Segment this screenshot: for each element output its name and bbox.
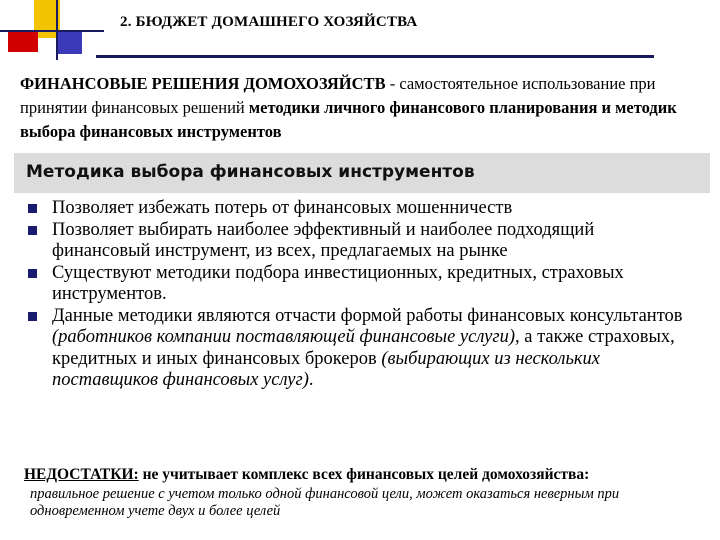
bullet-text: Данные методики являются отчасти формой работы финансовых консультантов [52,305,683,326]
square-bullet-icon [28,312,37,321]
logo [0,0,110,60]
square-bullet-icon [28,204,37,213]
intro-dash: - [385,74,400,93]
bullet-list [24,198,694,392]
bullet-italic-text: (работников компании поставляющей финансовые услуги) [52,327,515,347]
list-item [24,220,694,263]
bullet-text: . [308,370,314,390]
bullet-text: Позволяет выбирать наиболее эффективный и наиболее подходящий финансовый инструмент, из всех, предлагаемых на рынке [52,219,595,261]
drawbacks-note: правильное решение с учетом только одной финансовой цели, может оказаться неверным при одновременном учете двух и более целей [30,486,620,519]
title-underline [96,55,654,58]
bullet-text: , а также страховых, кредитных и иных финансовых брокеров [52,327,675,369]
list-item [24,263,694,306]
drawbacks-heading: НЕДОСТАТКИ: [24,466,139,483]
square-bullet-icon [28,226,37,235]
drawbacks-text: не учитывает комплекс всех финансовых целей домохозяйства: [138,466,590,483]
drawbacks-line [24,465,714,485]
bullet-italic-text: (выбирающих из нескольких поставщиков финансовых услуг) [52,348,601,390]
bullet-text: Существуют методики подбора инвестиционных, кредитных, страховых инструментов. [52,262,624,304]
square-bullet-icon [28,269,37,278]
list-item [24,198,694,220]
logo-horizontal-line [0,30,104,32]
intro-bold-text: методики личного финансового планирования и методик выбора финансовых инструментов [20,98,677,141]
intro-paragraph [20,72,710,144]
logo-red-square [8,30,38,52]
intro-plain-text: самостоятельное использование при принятии финансовых решений [20,74,656,117]
list-item [24,306,694,392]
page-title: 2. БЮДЖЕТ ДОМАШНЕГО ХОЗЯЙСТВА [120,14,418,30]
intro-term: ФИНАНСОВЫЕ РЕШЕНИЯ ДОМОХОЗЯЙСТВ [20,74,386,93]
bullet-text: Позволяет избежать потерь от финансовых мошенничеств [52,198,513,218]
section-title: Методика выбора финансовых инструментов [26,162,475,182]
logo-blue-square [58,30,82,54]
